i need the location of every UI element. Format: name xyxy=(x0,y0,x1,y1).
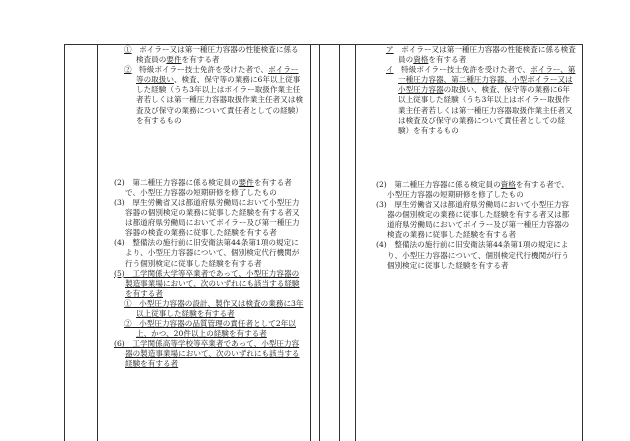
sub-item: ① 小型圧力容器の設計、製作又は検査の業務に3年以上従事した経験を有する者 xyxy=(124,298,304,318)
center-divider-left xyxy=(310,44,311,441)
table-left-border xyxy=(64,44,65,441)
item-number: ① xyxy=(124,45,132,54)
numbered-item: (2) 第二種圧力容器に係る検定員の要件を有する者で、小型圧力容器の短期研修を修了したもの xyxy=(114,177,292,197)
numbered-item: (5) 工学関係大学等卒業者であって、小型圧力容器の製造事業場において、次のいずれにも該当する経験を有する者 xyxy=(114,268,300,298)
numbered-item: (4) 整備法の施行前に旧安衛法第44条第1項の規定により、小型圧力容器について、個別検定代行機関が行う個別検定に従事した経験を有する者 xyxy=(114,238,300,268)
amended-term: ボイラー等の取扱い xyxy=(136,65,299,85)
sub-item: ア ボイラー又は第一種圧力容器の性能検査に係る検査員の資格を有する者 xyxy=(386,45,576,65)
sub-item: ① ボイラー又は第一種圧力容器の性能検査に係る検査員の要件を有する者 xyxy=(124,45,299,65)
table-right-border xyxy=(582,44,583,441)
item-number: ア xyxy=(386,45,394,54)
sub-item: ② 特級ボイラー技士免許を受けた者で、ボイラー等の取扱い、検査、保守等の業務に6年以上従事した経験（うち3年以上はボイラー取扱作業主任者若しくは第一種圧力容器取扱作業主任者又は検査及び保守の業務について責任者としての経験）を有するもの xyxy=(124,65,304,125)
center-divider-right xyxy=(339,44,340,441)
left-column-divider xyxy=(97,44,98,441)
amended-text-column xyxy=(114,45,306,370)
numbered-item: (4) 整備法の施行前に旧安衛法第44条第1項の規定により、小型圧力容器について、個別検定代行機関が行う個別検定に従事した経験を有する者 xyxy=(376,240,569,270)
numbered-item: (3) 厚生労働省又は都道府県労働局において小型圧力容器の個別検定の業務に従事した経験を有する者又は都道府県労働局においてボイラー及び第一種圧力容器の検査の業務に従事した経験を有する者 xyxy=(376,200,570,240)
item-number: イ xyxy=(386,65,394,75)
numbered-item: (6) 工学関係高等学校等卒業者であって、小型圧力容器の製造事業場において、次のいずれにも該当する経験を有する者 xyxy=(114,339,300,369)
spacer xyxy=(114,126,306,178)
numbered-item: (3) 厚生労働省又は都道府県労働局において小型圧力容器の個別検定の業務に従事した経験を有する者又は都道府県労働局においてボイラー及び第一種圧力容器の検査の業務に従事した経験を有する者 xyxy=(114,197,300,238)
amended-term: 要件 xyxy=(166,55,182,65)
sub-item: ② 小型圧力容器の品質管理の責任者として2年以上、かつ、20件以上の経験を有する者 xyxy=(124,319,296,339)
amended-term: 資格 xyxy=(500,179,516,189)
item-number: ② xyxy=(124,65,132,75)
amended-term: 資格 xyxy=(413,55,429,65)
amended-term: 要件 xyxy=(238,177,254,187)
numbered-item: (2) 第二種圧力容器に係る検定員の資格を有する者で、小型圧力容器の短期研修を修了したもの xyxy=(376,179,569,199)
center-divider-mid xyxy=(319,44,320,441)
spacer xyxy=(376,136,576,180)
current-text-column xyxy=(376,45,576,271)
amended-term: ボイラー、第一種圧力容器、第二種圧力容器、小型ボイラー又は小型圧力容器 xyxy=(398,65,576,95)
right-column-divider xyxy=(355,44,356,441)
sub-item: イ 特級ボイラー技士免許を受けた者で、ボイラー、第一種圧力容器、第二種圧力容器、小型ボイラー又は小型圧力容器の取扱い、検査、保守等の業務に6年以上従事した経験（うち3年以上はボイラー取扱作業主任者若しくは第一種圧力容器取扱作業主任者又は検査及び保守の業務について責任者としての経験）を有するもの xyxy=(386,65,576,135)
